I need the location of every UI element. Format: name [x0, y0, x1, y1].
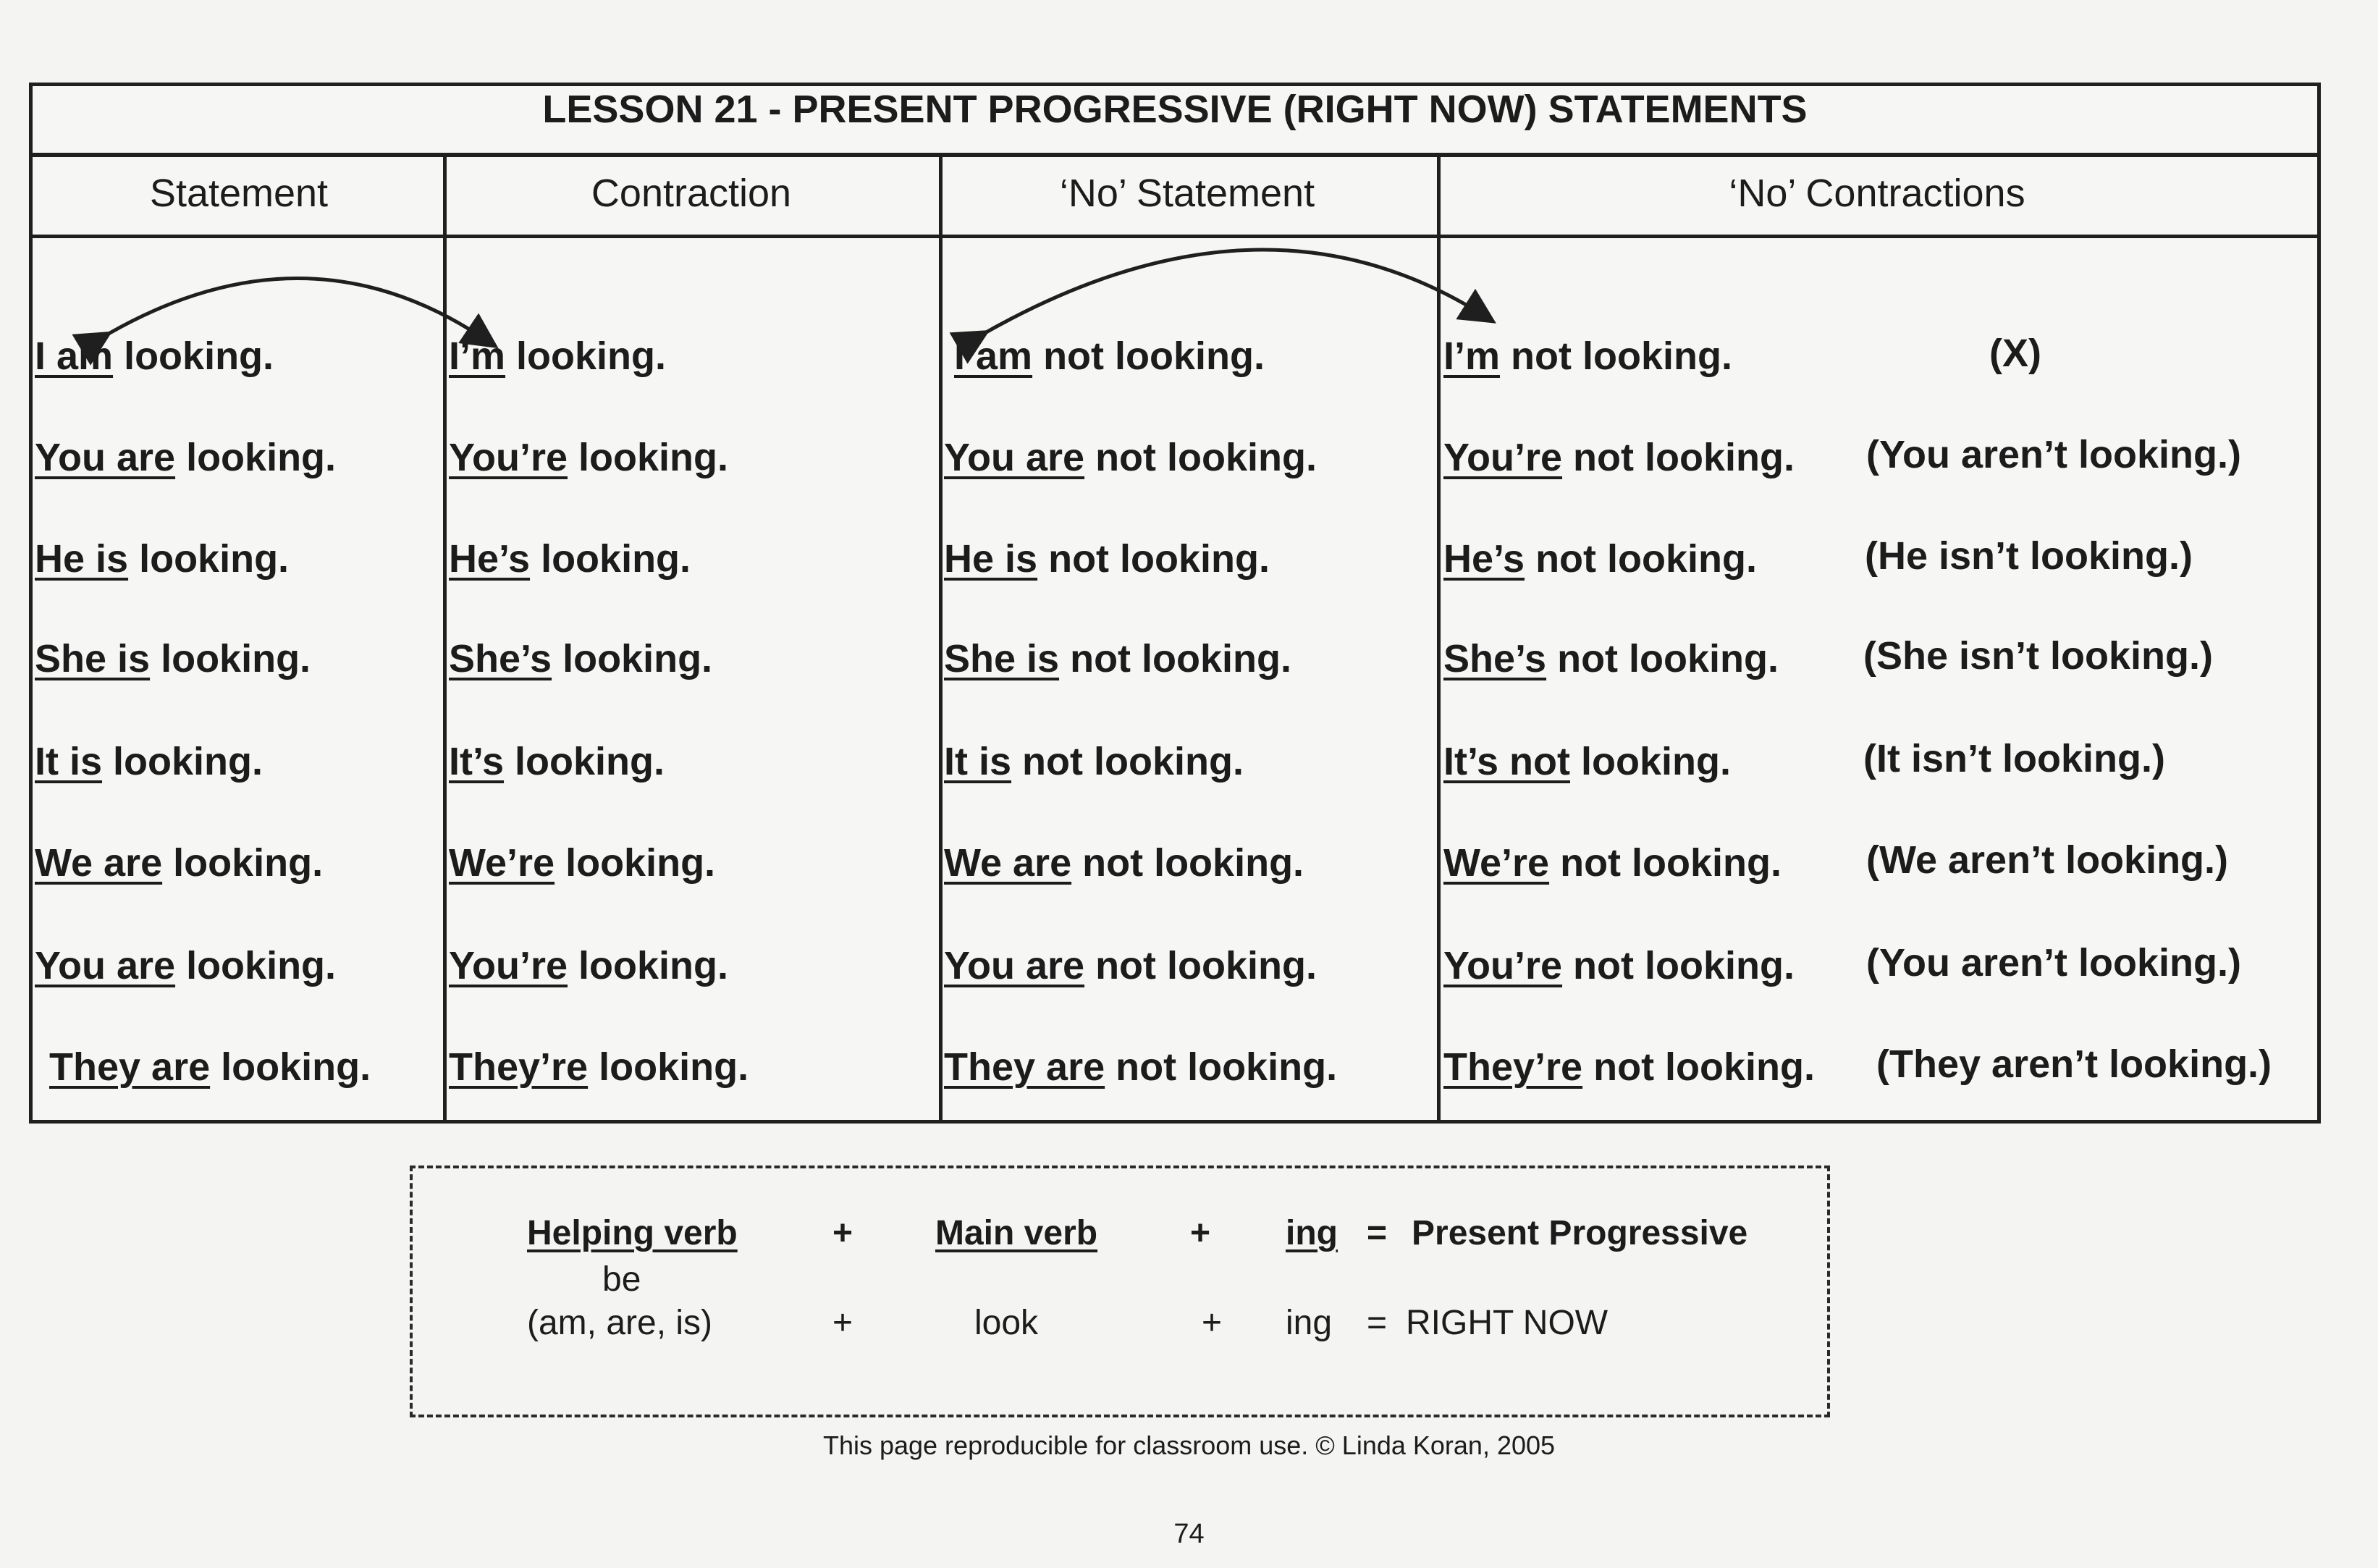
no-contraction-subject-verb: It’s not: [1443, 740, 1570, 783]
header-no-contractions: ‘No’ Contractions: [1729, 172, 2025, 215]
statement-cell: [35, 537, 289, 581]
statement-cell: [49, 1045, 371, 1089]
statement-rest: looking.: [162, 841, 324, 885]
contraction-subject-verb: It’s: [449, 740, 505, 783]
footer-credit: This page reproducible for classroom use. © Linda Koran, 2005: [822, 1430, 1556, 1460]
formula-be: be: [602, 1260, 641, 1299]
statement-subject-verb: She is: [35, 637, 151, 680]
column-divider: [443, 157, 447, 1120]
formula-plus: +: [832, 1214, 853, 1252]
no-statement-subject-verb: He is: [944, 537, 1038, 581]
no-contraction-cell: [1443, 537, 1757, 581]
no-contraction-rest: not looking.: [1582, 1045, 1816, 1089]
alternate-contraction: (They aren’t looking.): [1876, 1042, 2272, 1086]
statement-rest: looking.: [150, 637, 311, 680]
alternate-contraction: (X): [1989, 332, 2041, 375]
contraction-rest: looking.: [552, 637, 713, 680]
formula-plus: +: [1190, 1214, 1211, 1252]
contraction-subject-verb: They’re: [449, 1045, 589, 1089]
no-statement-rest: not looking.: [1084, 944, 1317, 987]
statement-rest: looking.: [210, 1045, 371, 1089]
no-contraction-subject-verb: You’re: [1443, 944, 1563, 987]
column-divider: [1437, 157, 1441, 1120]
no-contraction-rest: not looking.: [1546, 637, 1779, 680]
no-contraction-cell: [1443, 637, 1779, 680]
header-contraction: Contraction: [591, 172, 792, 215]
header-row: [33, 157, 2317, 238]
alternate-contraction: (It isn’t looking.): [1863, 737, 2165, 780]
no-contraction-cell: [1443, 1045, 1815, 1089]
statement-rest: looking.: [175, 944, 337, 987]
contraction-rest: looking.: [568, 944, 729, 987]
no-statement-subject-verb: She is: [944, 637, 1060, 680]
column-divider: [939, 157, 943, 1120]
header-no-statement: ‘No’ Statement: [1059, 172, 1315, 215]
no-contraction-rest: not looking.: [1525, 537, 1758, 581]
statement-subject-verb: We are: [35, 841, 163, 885]
formula-ing-2: ing: [1286, 1304, 1333, 1342]
statement-cell: [35, 841, 323, 885]
no-statement-subject-verb: I am: [954, 334, 1033, 378]
contraction-cell: [449, 740, 665, 783]
no-statement-cell: [944, 436, 1317, 479]
no-statement-cell: [944, 944, 1317, 987]
alternate-contraction: (You aren’t looking.): [1866, 941, 2241, 985]
formula-main-verb: Main verb: [935, 1214, 1098, 1252]
header-statement: Statement: [149, 172, 329, 215]
alternate-contraction: (She isn’t looking.): [1863, 634, 2213, 678]
contraction-cell: [449, 1045, 749, 1089]
statement-subject-verb: You are: [35, 436, 176, 479]
statement-cell: [35, 334, 274, 378]
alternate-contraction: (We aren’t looking.): [1866, 838, 2229, 882]
contraction-cell: [449, 436, 728, 479]
no-contraction-rest: looking.: [1569, 740, 1731, 783]
contraction-rest: looking.: [568, 436, 729, 479]
formula-ing: ing: [1286, 1214, 1338, 1252]
no-statement-subject-verb: We are: [944, 841, 1072, 885]
contraction-subject-verb: You’re: [449, 944, 568, 987]
no-contraction-cell: [1443, 841, 1782, 885]
formula-helping-verb: Helping verb: [527, 1214, 738, 1252]
statement-rest: looking.: [113, 334, 274, 378]
no-statement-subject-verb: You are: [944, 944, 1085, 987]
statement-cell: [35, 637, 311, 680]
statement-cell: [35, 944, 336, 987]
contraction-cell: [449, 841, 715, 885]
no-contraction-cell: [1443, 436, 1795, 479]
alternate-contraction: (You aren’t looking.): [1866, 433, 2241, 476]
contraction-subject-verb: We’re: [449, 841, 555, 885]
formula-plus: +: [1202, 1304, 1223, 1342]
no-statement-rest: not looking.: [1105, 1045, 1338, 1089]
no-contraction-subject-verb: We’re: [1443, 841, 1550, 885]
formula-box: [410, 1166, 1830, 1417]
no-statement-rest: not looking.: [1011, 740, 1244, 783]
formula-present-progressive: Present Progressive: [1412, 1214, 1748, 1252]
statement-subject-verb: They are: [49, 1045, 211, 1089]
contraction-subject-verb: You’re: [449, 436, 568, 479]
no-contraction-subject-verb: You’re: [1443, 436, 1563, 479]
no-contraction-rest: not looking.: [1562, 436, 1795, 479]
no-contraction-cell: [1443, 334, 1732, 378]
no-statement-rest: not looking.: [1071, 841, 1304, 885]
statement-subject-verb: He is: [35, 537, 129, 581]
no-contraction-rest: not looking.: [1549, 841, 1782, 885]
no-statement-cell: [944, 1045, 1337, 1089]
no-statement-subject-verb: It is: [944, 740, 1012, 783]
no-statement-cell: [954, 334, 1265, 378]
statement-cell: [35, 740, 263, 783]
no-contraction-subject-verb: I’m: [1443, 334, 1501, 378]
contraction-rest: looking.: [504, 740, 665, 783]
contraction-rest: looking.: [530, 537, 691, 581]
no-statement-rest: not looking.: [1032, 334, 1265, 378]
no-statement-subject-verb: You are: [944, 436, 1085, 479]
contraction-rest: looking.: [505, 334, 667, 378]
no-contraction-cell: [1443, 740, 1731, 783]
lesson-title: LESSON 21 - PRESENT PROGRESSIVE (RIGHT NOW) STATEMENTS: [33, 86, 2317, 157]
statement-subject-verb: It is: [35, 740, 103, 783]
no-statement-cell: [944, 537, 1270, 581]
no-statement-cell: [944, 841, 1304, 885]
contraction-subject-verb: She’s: [449, 637, 552, 680]
no-statement-rest: not looking.: [1059, 637, 1292, 680]
no-statement-cell: [944, 740, 1244, 783]
contraction-cell: [449, 537, 691, 581]
contraction-subject-verb: I’m: [449, 334, 506, 378]
formula-plus: +: [832, 1304, 853, 1342]
page-number: 74: [1173, 1519, 1205, 1549]
no-contraction-subject-verb: She’s: [1443, 637, 1547, 680]
formula-am-are-is: (am, are, is): [527, 1304, 713, 1342]
formula-equals: =: [1367, 1214, 1388, 1252]
formula-equals: =: [1367, 1304, 1388, 1342]
contraction-cell: [449, 944, 728, 987]
no-contraction-subject-verb: They’re: [1443, 1045, 1583, 1089]
no-statement-subject-verb: They are: [944, 1045, 1105, 1089]
statement-rest: looking.: [128, 537, 290, 581]
contraction-cell: [449, 637, 712, 680]
contraction-subject-verb: He’s: [449, 537, 531, 581]
no-contraction-rest: not looking.: [1500, 334, 1732, 378]
no-statement-cell: [944, 637, 1291, 680]
no-contraction-rest: not looking.: [1562, 944, 1795, 987]
formula-right-now: RIGHT NOW: [1406, 1304, 1608, 1342]
no-statement-rest: not looking.: [1037, 537, 1270, 581]
statement-subject-verb: I am: [35, 334, 114, 378]
statement-rest: looking.: [102, 740, 263, 783]
no-contraction-subject-verb: He’s: [1443, 537, 1525, 581]
no-contraction-cell: [1443, 944, 1795, 987]
formula-look: look: [974, 1304, 1039, 1342]
no-statement-rest: not looking.: [1084, 436, 1317, 479]
contraction-rest: looking.: [588, 1045, 749, 1089]
statement-rest: looking.: [175, 436, 337, 479]
contraction-cell: [449, 334, 666, 378]
alternate-contraction: (He isn’t looking.): [1865, 534, 2193, 578]
statement-cell: [35, 436, 336, 479]
statement-subject-verb: You are: [35, 944, 176, 987]
contraction-rest: looking.: [555, 841, 716, 885]
